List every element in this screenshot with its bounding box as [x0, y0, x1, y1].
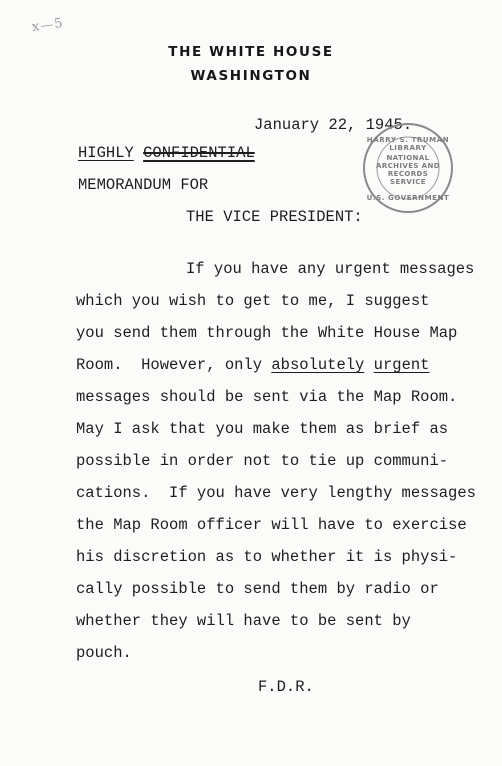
signature-initials: F.D.R.: [258, 678, 314, 696]
stamp-ring-bottom: U.S. GOVERNMENT: [366, 194, 450, 202]
body-line-10: his discretion as to whether it is physi-: [76, 548, 458, 566]
letterhead-city: WASHINGTON: [190, 68, 312, 84]
stamp-line-2: ARCHIVES AND: [376, 162, 440, 170]
classification-confidential-struck: CONFIDENTIAL: [143, 144, 255, 162]
body-line-12: whether they will have to be sent by: [76, 612, 411, 630]
pencil-annotation: x—5: [31, 15, 65, 36]
letterhead-title: THE WHITE HOUSE: [168, 44, 334, 60]
memorandum-for: MEMORANDUM FOR: [78, 176, 209, 194]
stamp-line-4: SERVICE: [390, 178, 426, 186]
body-line-6: May I ask that you make them as brief as: [76, 420, 449, 438]
stamp-ring-top: HARRY S. TRUMAN LIBRARY: [366, 136, 450, 152]
body-line-3: you send them through the White House Map: [76, 324, 458, 342]
body-line-1: If you have any urgent messages: [186, 260, 475, 278]
emphasis-urgent: urgent: [373, 356, 430, 374]
body-line-2: which you wish to get to me, I suggest: [76, 292, 430, 310]
body-line-4-space: [364, 356, 373, 374]
body-line-5: messages should be sent via the Map Room.: [76, 388, 458, 406]
body-line-11: cally possible to send them by radio or: [76, 580, 439, 598]
archives-stamp: [360, 120, 456, 216]
memo-date: January 22, 1945.: [254, 116, 413, 134]
body-line-13: pouch.: [76, 644, 132, 662]
stamp-line-3: RECORDS: [387, 170, 429, 178]
body-line-4: [76, 358, 429, 374]
body-line-4-start: Room. However, only: [76, 356, 272, 374]
body-line-8: cations. If you have very lengthy messages: [76, 484, 476, 502]
emphasis-absolutely: absolutely: [271, 356, 365, 374]
addressee: THE VICE PRESIDENT:: [186, 208, 363, 226]
classification: [78, 146, 255, 162]
classification-highly: HIGHLY: [78, 144, 134, 162]
body-line-9: the Map Room officer will have to exercise: [76, 516, 467, 534]
stamp-line-1: NATIONAL: [386, 154, 430, 162]
body-line-7: possible in order not to tie up communi-: [76, 452, 449, 470]
